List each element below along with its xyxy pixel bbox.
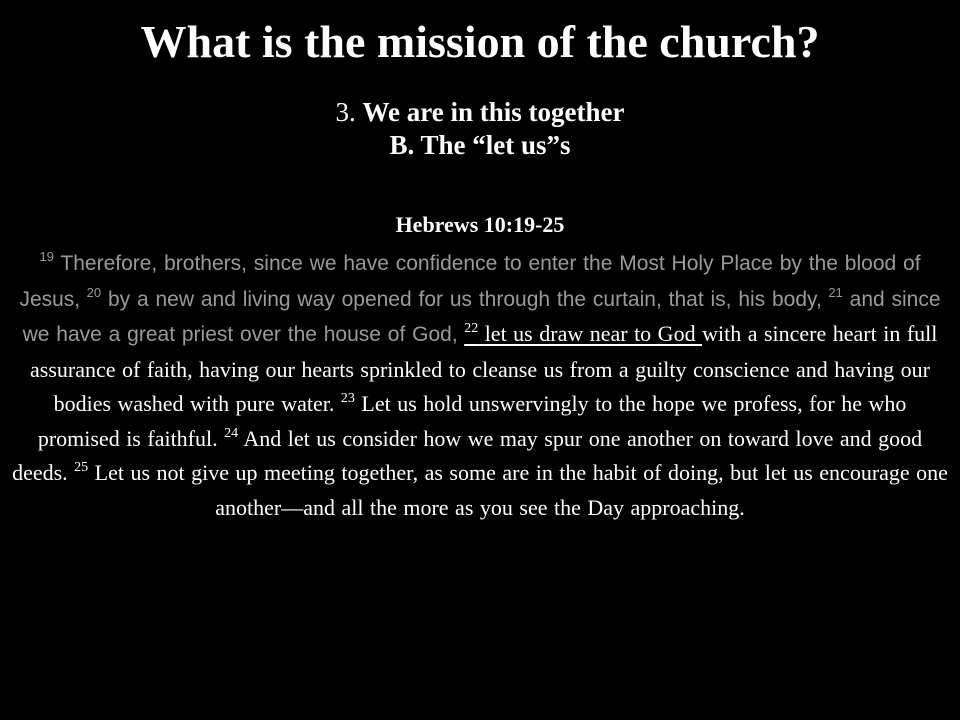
outline <box>0 96 960 162</box>
verse-text: And let us consider how we may spur one another on toward love and good deeds. <box>12 425 923 485</box>
verse-text: Let us hold unswervingly to the hope we profess, for he who promised is faithful. <box>37 391 907 451</box>
verse-number: 24 <box>224 425 239 441</box>
verse-number: 20 <box>86 284 102 300</box>
sub-heading: B. The “let us”s <box>389 130 571 160</box>
verse-number: 25 <box>74 460 89 475</box>
verse-number: 23 <box>340 391 355 406</box>
slide-title: What is the mission of the church? <box>140 16 820 67</box>
outline-number: 3. <box>335 97 356 127</box>
verse-text: Let us not give up meeting together, as some are in the habit of doing, but let us encourage one another—and all the more as you see the Day approaching. <box>94 460 948 520</box>
verse-number: 19 <box>39 249 54 264</box>
outline-heading: We are in this together <box>362 97 625 127</box>
verse-text: with a sincere heart in full assurance of faith, having our hearts sprinkled to cleanse us from a guilty conscience and having our bodies washed with pure water. <box>30 321 938 416</box>
verse-text: by a new and living way opened for us through the curtain, that is, his body, <box>107 287 822 311</box>
verse-25 <box>74 460 948 520</box>
verse-text: Therefore, brothers, since we have confidence to enter the Most Holy Place by the blood of Jesus, <box>19 252 921 311</box>
verse-number: 22 <box>464 321 479 336</box>
scripture-passage <box>10 246 950 525</box>
verse-text: and since we have a great priest over the house of God, <box>22 287 941 346</box>
verse-number: 21 <box>828 284 843 300</box>
scripture-reference: Hebrews 10:19-25 <box>395 212 565 237</box>
outline-point <box>0 96 960 129</box>
underlined-phrase: $^{22}$ let us draw near to God <box>464 321 696 346</box>
verse-20 <box>86 284 822 311</box>
